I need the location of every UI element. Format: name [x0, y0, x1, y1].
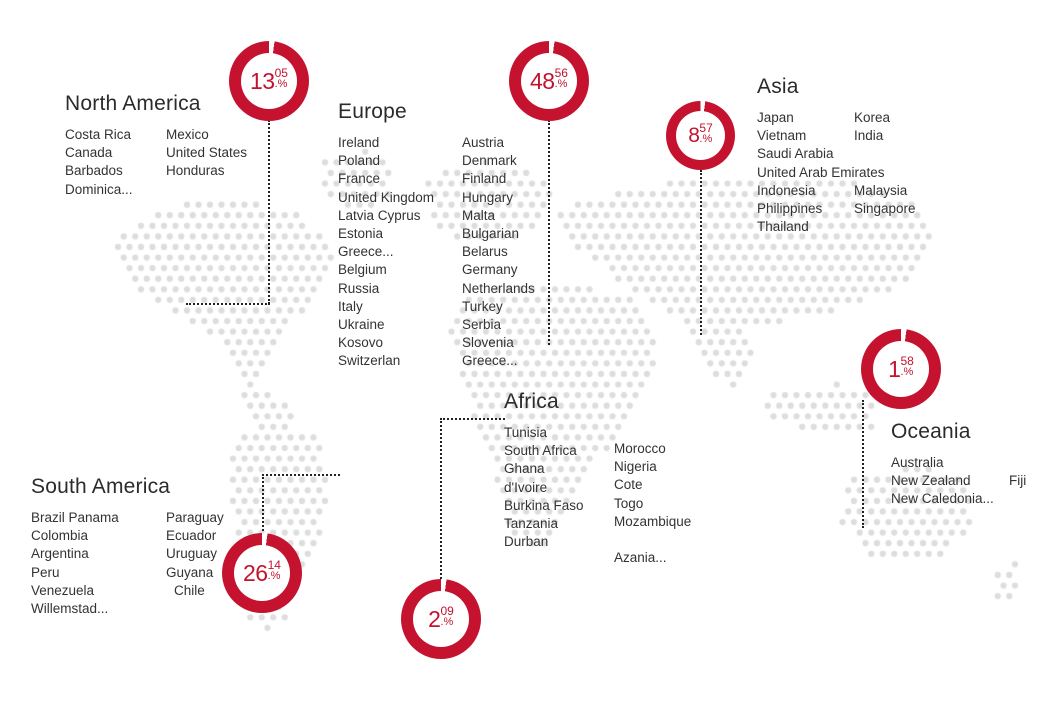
- country-item: Kosovo: [338, 335, 384, 351]
- country-item: Malaysia: [854, 182, 908, 198]
- country-item: Morocco: [614, 441, 666, 456]
- country-item: Brazil Panama: [31, 510, 119, 525]
- country-column: [504, 424, 614, 567]
- donut-value-unit: .%: [440, 616, 454, 628]
- country-item: d'Ivoire: [504, 479, 548, 495]
- country-item: Ukraine: [338, 317, 385, 333]
- donut-africa: [401, 579, 481, 659]
- donut-value-superscript: [275, 68, 288, 90]
- country-item: Italy: [338, 298, 363, 314]
- country-item: Greece...: [338, 244, 394, 260]
- region-europe: [338, 100, 535, 371]
- donut-value-north-america: [229, 41, 309, 121]
- country-item: United States: [166, 145, 248, 161]
- country-item: Uruguay: [166, 546, 218, 562]
- country-item: Ghana: [504, 461, 545, 477]
- marker-north-america[interactable]: [229, 41, 309, 121]
- country-item: Serbia: [462, 317, 502, 333]
- leader-line-asia: [700, 170, 702, 335]
- country-column: [891, 454, 1009, 509]
- country-column: [166, 126, 247, 199]
- region-title-south-america: South America: [31, 475, 171, 498]
- country-item: Bulgarian: [462, 226, 520, 242]
- region-africa: [504, 390, 691, 567]
- country-item: Vietnam: [757, 128, 807, 144]
- country-item: [854, 145, 916, 163]
- country-item: Indonesia: [757, 182, 816, 198]
- leader-line-europe: [548, 120, 550, 345]
- country-item: [614, 531, 691, 549]
- country-item: Guyana: [166, 564, 214, 580]
- country-item: Fiji: [1009, 473, 1027, 489]
- country-column: [1009, 454, 1026, 509]
- donut-value-superscript: [555, 68, 568, 90]
- country-column: [65, 126, 166, 199]
- marker-asia[interactable]: [666, 101, 735, 170]
- country-item: Willemstad...: [31, 601, 109, 617]
- donut-value-decimal: 09: [440, 604, 454, 618]
- country-item: Russia: [338, 280, 380, 296]
- country-item: Switzerlan: [338, 353, 401, 369]
- region-title-asia: Asia: [757, 75, 799, 98]
- country-item: Honduras: [166, 163, 225, 179]
- country-item: France: [338, 171, 381, 187]
- country-item: Peru: [31, 564, 60, 580]
- country-item: Barbados: [65, 163, 123, 179]
- donut-south-america: [222, 533, 302, 613]
- country-item: Latvia Cyprus: [338, 207, 421, 223]
- donut-value-integer: 1: [888, 355, 901, 382]
- region-title-africa: Africa: [504, 390, 559, 413]
- leader-line-oceania: [862, 400, 864, 528]
- region-title-europe: Europe: [338, 100, 407, 123]
- leader-line-africa-h: [440, 418, 505, 420]
- donut-europe: [509, 41, 589, 121]
- donut-value-unit: .%: [554, 78, 568, 90]
- marker-south-america[interactable]: [222, 533, 302, 613]
- country-item: Tunisia: [504, 425, 548, 440]
- donut-north-america: [229, 41, 309, 121]
- donut-value-integer: 13: [250, 67, 275, 94]
- country-item: Belarus: [462, 244, 508, 260]
- country-item: [854, 164, 916, 182]
- country-item: Poland: [338, 153, 381, 169]
- donut-value-superscript: [699, 120, 713, 145]
- country-item: Saudi Arabia: [757, 146, 834, 162]
- country-item: Ecuador: [166, 528, 217, 544]
- country-item: United Kingdom: [338, 189, 435, 205]
- country-item: Belgium: [338, 262, 387, 278]
- country-item: [1009, 454, 1026, 472]
- country-item: Thailand: [757, 219, 809, 235]
- country-column: [854, 109, 916, 236]
- country-item: Ireland: [338, 135, 380, 150]
- country-item: Nigeria: [614, 459, 657, 475]
- country-item: Colombia: [31, 528, 89, 544]
- region-asia: [757, 75, 916, 236]
- country-item: Venezuela: [31, 582, 95, 598]
- country-item: Canada: [65, 145, 113, 161]
- region-title-oceania: Oceania: [891, 420, 971, 443]
- donut-value-integer: 26: [243, 559, 268, 586]
- country-item: Denmark: [462, 153, 517, 169]
- donut-value-unit: .%: [699, 132, 713, 145]
- country-item: Mexico: [166, 127, 209, 142]
- country-item: Paraguay: [166, 510, 224, 525]
- country-column: [166, 509, 224, 618]
- country-item: Chile: [174, 582, 205, 598]
- country-item: Hungary: [462, 189, 514, 205]
- country-item: New Zealand: [891, 473, 971, 489]
- donut-value-south-america: [222, 533, 302, 613]
- donut-asia: [666, 101, 735, 170]
- donut-value-europe: [509, 41, 589, 121]
- country-item: India: [854, 128, 884, 144]
- country-item: Malta: [462, 207, 496, 223]
- country-column: [338, 134, 462, 371]
- country-item: Estonia: [338, 226, 384, 242]
- donut-value-unit: .%: [900, 366, 914, 378]
- country-item: Finland: [462, 171, 507, 187]
- donut-value-unit: .%: [274, 78, 288, 90]
- country-item: Azania...: [614, 550, 667, 566]
- country-item: Greece...: [462, 353, 518, 369]
- donut-value-integer: 2: [428, 605, 441, 632]
- donut-value-asia: [666, 101, 735, 170]
- country-item: Slovenia: [462, 335, 514, 351]
- country-item: Philippines: [757, 201, 823, 217]
- country-item: Japan: [757, 110, 794, 125]
- country-item: Dominica...: [65, 181, 133, 197]
- country-column: [462, 134, 535, 371]
- country-item: United Arab Emirates: [757, 164, 885, 180]
- country-item: Tanzania: [504, 516, 559, 532]
- donut-oceania: [861, 329, 941, 409]
- country-item: Argentina: [31, 546, 89, 562]
- country-item: Costa Rica: [65, 127, 132, 142]
- country-item: Durban: [504, 534, 549, 550]
- donut-value-decimal: 56: [554, 66, 568, 80]
- country-item: Togo: [614, 495, 644, 511]
- donut-value-decimal: 57: [699, 120, 713, 135]
- donut-value-integer: 48: [530, 67, 555, 94]
- country-item: Austria: [462, 135, 505, 150]
- leader-line-north-america: [268, 120, 270, 304]
- country-item: Singapore: [854, 201, 916, 217]
- marker-oceania[interactable]: [861, 329, 941, 409]
- country-item: Cote: [614, 477, 643, 493]
- marker-europe[interactable]: [509, 41, 589, 121]
- country-item: Korea: [854, 110, 891, 125]
- country-item: Germany: [462, 262, 518, 278]
- region-title-north-america: North America: [65, 92, 201, 115]
- country-item: Burkina Faso: [504, 497, 584, 513]
- donut-value-decimal: 05: [274, 66, 288, 80]
- leader-line-south-america-h: [262, 474, 340, 476]
- leader-line-africa: [440, 418, 442, 586]
- donut-value-decimal: 14: [267, 558, 281, 572]
- donut-value-africa: [401, 579, 481, 659]
- country-item: Netherlands: [462, 280, 535, 296]
- donut-value-decimal: 58: [900, 354, 914, 368]
- donut-value-superscript: [440, 606, 453, 628]
- marker-africa[interactable]: [401, 579, 481, 659]
- country-item: New Caledonia...: [891, 491, 994, 507]
- country-column: [614, 424, 691, 567]
- donut-value-superscript: [900, 356, 913, 378]
- donut-value-integer: 8: [688, 124, 700, 147]
- region-south-america: [31, 475, 224, 618]
- region-oceania: [891, 420, 1026, 509]
- country-column: [31, 509, 166, 618]
- donut-value-superscript: [268, 560, 281, 582]
- region-north-america: [65, 92, 247, 199]
- leader-line-north-america-h: [186, 303, 270, 305]
- donut-value-unit: .%: [267, 570, 281, 582]
- country-item: Australia: [891, 455, 944, 470]
- donut-value-oceania: [861, 329, 941, 409]
- country-item: Mozambique: [614, 513, 692, 529]
- country-item: South Africa: [504, 443, 577, 459]
- country-item: Turkey: [462, 298, 503, 314]
